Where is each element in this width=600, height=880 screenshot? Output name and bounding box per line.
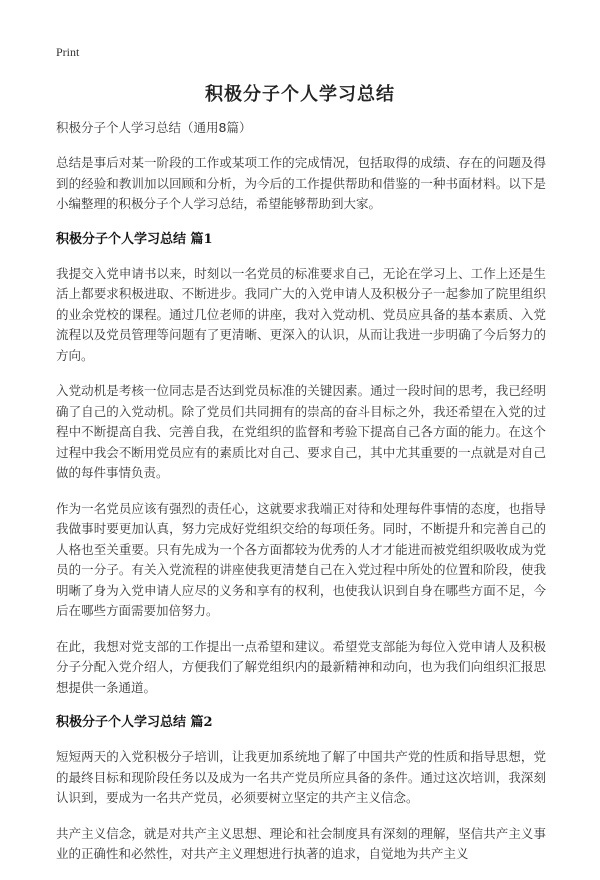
document-subtitle: 积极分子个人学习总结（通用8篇）: [56, 120, 252, 135]
section-1-paragraph-3: 作为一名党员应该有强烈的责任心，这就要求我端正对待和处理每件事情的态度，也指导我做事时要更加认真，努力完成好党组织交给的每项任务。同时，不断提升和完善自己的人格也至关重要。只有先成为一个各方面都较为优秀的人才才能进而被党组织吸收成为党员的一分子。有关入党流程的讲座使我更清楚自己在入党过程中所处的位置和阶段，使我明晰了身为入党申请人应尽的义务和享有的权利，也使我认识到自身在哪些方面不足，今后在哪些方面需要加倍努力。: [56, 500, 546, 618]
intro-paragraph: 总结是事后对某一阶段的工作或某项工作的完成情况，包括取得的成绩、存在的问题及得到的经验和教训加以回顾和分析，为今后的工作提供帮助和借鉴的一种书面材料。以下是小编整理的积极分子个人学习总结，希望能够帮助到大家。: [56, 155, 546, 211]
section-1-paragraph-1: 我提交入党申请书以来，时刻以一名党员的标准要求自己，无论在学习上、工作上还是生活上都要求积极进取、不断进步。我同广大的入党申请人及积极分子一起参加了院里组织的业余党校的课程。通过几位老师的讲座，我对入党动机、党员应具备的基本素质、入党流程以及党员管理等问题有了更清晰、更深入的认识，从而让我进一步明确了今后努力的方向。: [56, 265, 546, 363]
section-heading-1: 积极分子个人学习总结 篇1: [56, 231, 213, 247]
section-1-paragraph-4: 在此，我想对党支部的工作提出一点希望和建议。希望党支部能为每位入党申请人及积极分子分配入党介绍人，方便我们了解党组织内的最新精神和动向，也为我们向组织汇报思想提供一条通道。: [56, 638, 546, 695]
section-2-paragraph-1: 短短两天的入党积极分子培训，让我更加系统地了解了中国共产党的性质和指导思想，党的最终目标和现阶段任务以及成为一名共产党员所应具备的条件。通过这次培训，我深刻认识到，要成为一名共产党员，必须要树立坚定的共产主义信念。: [56, 749, 546, 805]
section-2-paragraph-2: 共产主义信念，就是对共产主义思想、理论和社会制度具有深刻的理解，坚信共产主义事业的正确性和必然性，对共产主义理想进行执著的追求，自觉地为共产主义: [56, 825, 546, 861]
section-heading-2: 积极分子个人学习总结 篇2: [56, 715, 213, 730]
print-link[interactable]: Print: [56, 45, 80, 59]
document-title: 积极分子个人学习总结: [205, 84, 395, 105]
document-body: [56, 118, 546, 880]
section-1-paragraph-2: 入党动机是考核一位同志是否达到党员标准的关键因素。通过一段时间的思考，我已经明确了自己的入党动机。除了党员们共同拥有的崇高的奋斗目标之外，我还希望在入党的过程中不断提高自我、完善自我，在党组织的监督和考验下提高自己各方面的能力。在这个过程中我会不断用党员应有的素质比对自己、要求自己，其中尤其重要的一点就是对自己做的每件事情负责。: [56, 383, 546, 480]
